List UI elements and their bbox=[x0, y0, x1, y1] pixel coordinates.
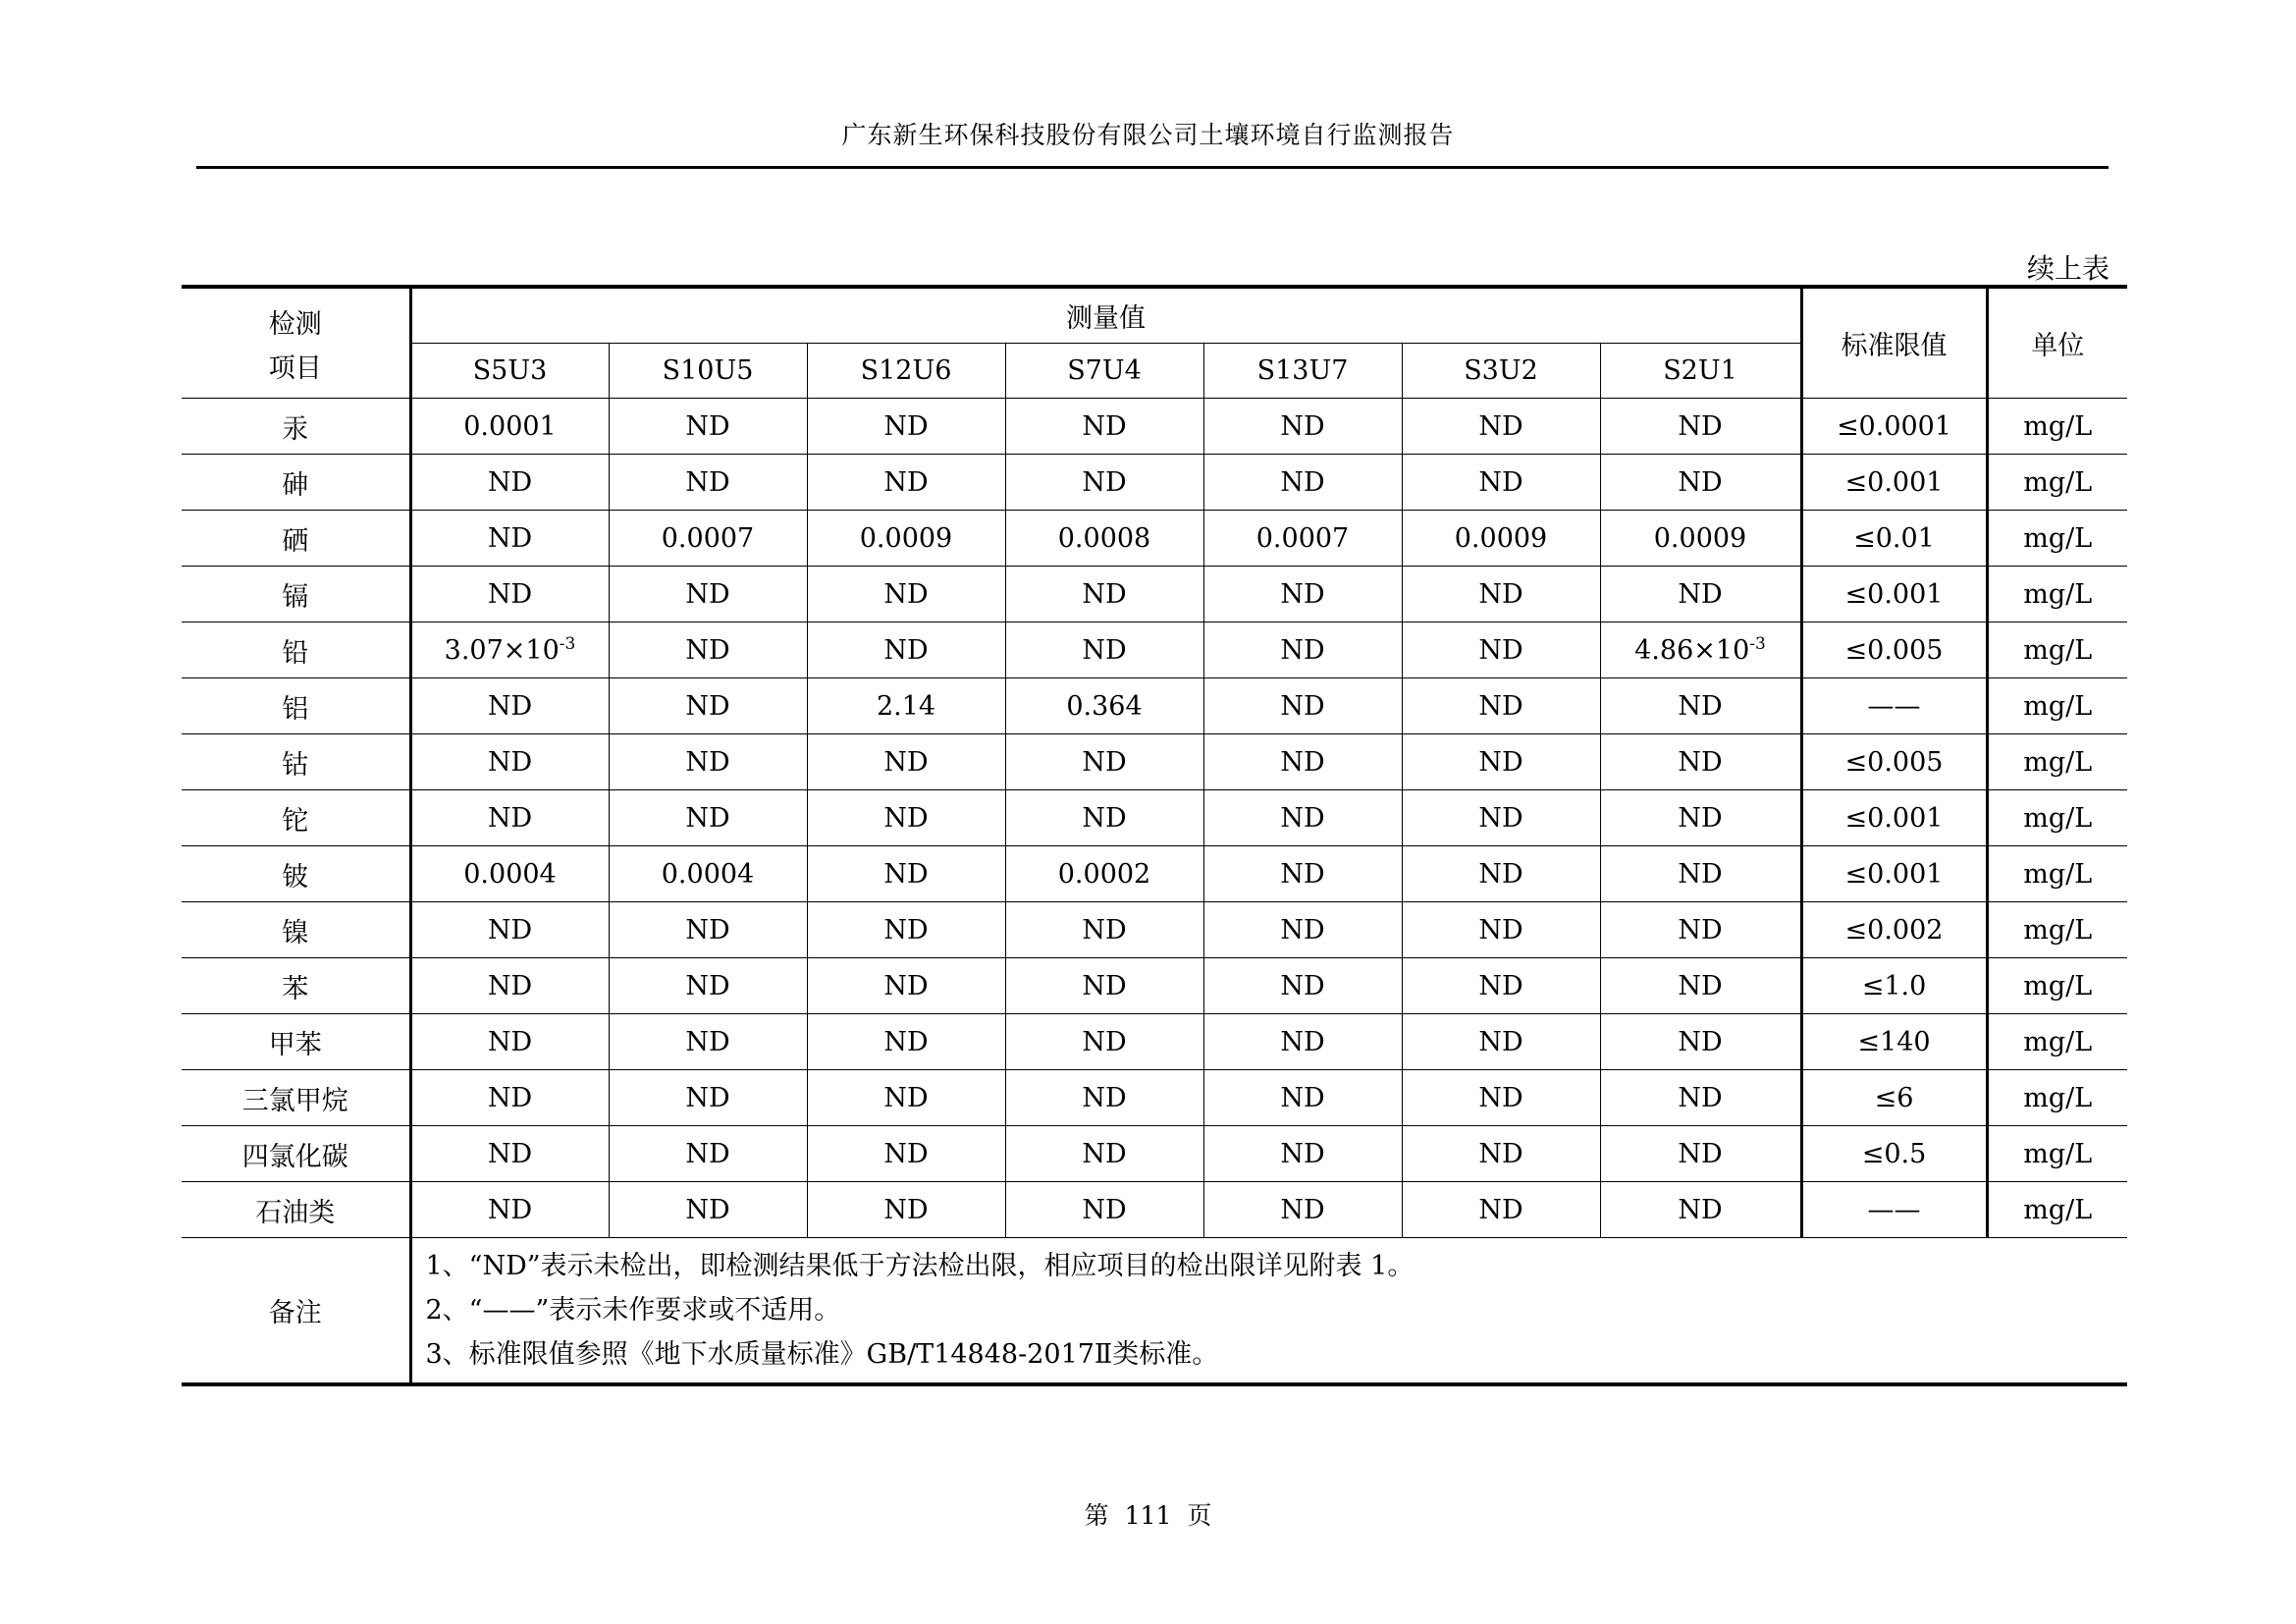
value-cell: ND bbox=[1203, 846, 1402, 902]
value-exponent: -3 bbox=[559, 633, 576, 654]
unit-cell: mg/L bbox=[1987, 1182, 2127, 1238]
value-cell: ND bbox=[1203, 1126, 1402, 1182]
value-cell: ND bbox=[807, 567, 1005, 623]
value-cell: ND bbox=[410, 511, 609, 567]
value-cell: ND bbox=[1402, 734, 1600, 790]
header-row-1 bbox=[182, 287, 2127, 344]
value-cell: ND bbox=[1402, 790, 1600, 846]
table-row bbox=[182, 1126, 2127, 1182]
table-row bbox=[182, 790, 2127, 846]
sample-header-s7u4: S7U4 bbox=[1005, 344, 1203, 399]
value-cell: ND bbox=[1203, 1014, 1402, 1070]
item-name-cell: 苯 bbox=[182, 958, 410, 1014]
value-cell: ND bbox=[410, 790, 609, 846]
table-row bbox=[182, 678, 2127, 734]
value-cell: ND bbox=[1600, 567, 1801, 623]
item-name-cell: 硒 bbox=[182, 511, 410, 567]
value-cell: ND bbox=[1600, 734, 1801, 790]
value-cell: ND bbox=[807, 902, 1005, 958]
notes-label: 备注 bbox=[182, 1238, 410, 1385]
value-cell: ND bbox=[1005, 399, 1203, 455]
value-cell: ND bbox=[807, 399, 1005, 455]
value-cell: ND bbox=[1600, 678, 1801, 734]
value-cell: ND bbox=[1005, 455, 1203, 511]
value-cell bbox=[410, 623, 609, 678]
value-cell: ND bbox=[609, 1070, 807, 1126]
value-cell: ND bbox=[807, 1182, 1005, 1238]
value-cell: ND bbox=[410, 567, 609, 623]
unit-cell: mg/L bbox=[1987, 1126, 2127, 1182]
notes-content bbox=[410, 1238, 2127, 1385]
report-header-title: 广东新生环保科技股份有限公司土壤环境自行监测报告 bbox=[841, 121, 1455, 149]
value-cell: ND bbox=[1005, 902, 1203, 958]
value-cell: ND bbox=[609, 399, 807, 455]
value-cell: ND bbox=[410, 734, 609, 790]
item-name-cell: 铊 bbox=[182, 790, 410, 846]
sample-header-s13u7: S13U7 bbox=[1203, 344, 1402, 399]
standard-limit-cell: ≤0.5 bbox=[1801, 1126, 1987, 1182]
measured-header: 测量值 bbox=[410, 287, 1801, 344]
value-cell: ND bbox=[1402, 399, 1600, 455]
sample-header-s2u1: S2U1 bbox=[1600, 344, 1801, 399]
value-cell: ND bbox=[410, 455, 609, 511]
continued-label: 续上表 bbox=[2026, 252, 2109, 285]
table-row bbox=[182, 1070, 2127, 1126]
unit-cell: mg/L bbox=[1987, 623, 2127, 678]
value-cell: ND bbox=[1005, 958, 1203, 1014]
table-row bbox=[182, 1182, 2127, 1238]
unit-cell: mg/L bbox=[1987, 846, 2127, 902]
monitoring-results-table bbox=[182, 285, 2127, 1386]
value-cell: 0.0009 bbox=[1402, 511, 1600, 567]
value-cell: 0.364 bbox=[1005, 678, 1203, 734]
item-name-cell: 汞 bbox=[182, 399, 410, 455]
value-cell: ND bbox=[807, 1070, 1005, 1126]
value-cell: ND bbox=[1203, 678, 1402, 734]
value-cell: ND bbox=[609, 455, 807, 511]
unit-cell: mg/L bbox=[1987, 1070, 2127, 1126]
table-row bbox=[182, 734, 2127, 790]
value-cell: ND bbox=[807, 623, 1005, 678]
standard-limit-cell: ≤0.0001 bbox=[1801, 399, 1987, 455]
value-cell: ND bbox=[807, 1014, 1005, 1070]
value-cell: ND bbox=[609, 734, 807, 790]
standard-header: 标准限值 bbox=[1801, 287, 1987, 399]
value-cell: ND bbox=[807, 734, 1005, 790]
value-cell: ND bbox=[1203, 902, 1402, 958]
table-row bbox=[182, 958, 2127, 1014]
standard-limit-cell: ≤1.0 bbox=[1801, 958, 1987, 1014]
value-cell: ND bbox=[1203, 399, 1402, 455]
value-cell: ND bbox=[1402, 1070, 1600, 1126]
value-cell: ND bbox=[1402, 958, 1600, 1014]
value-cell: ND bbox=[807, 958, 1005, 1014]
value-cell: ND bbox=[1402, 846, 1600, 902]
item-header bbox=[182, 287, 410, 399]
value-cell: ND bbox=[410, 678, 609, 734]
unit-cell: mg/L bbox=[1987, 455, 2127, 511]
standard-limit-cell: ≤0.005 bbox=[1801, 734, 1987, 790]
unit-header: 单位 bbox=[1987, 287, 2127, 399]
value-cell: ND bbox=[609, 678, 807, 734]
item-name-cell: 石油类 bbox=[182, 1182, 410, 1238]
value-cell: ND bbox=[1600, 1014, 1801, 1070]
notes-row bbox=[182, 1238, 2127, 1385]
value-cell: ND bbox=[1203, 1182, 1402, 1238]
footer-suffix: 页 bbox=[1187, 1501, 1212, 1530]
value-cell: ND bbox=[410, 958, 609, 1014]
value-cell: 2.14 bbox=[807, 678, 1005, 734]
value-cell: ND bbox=[1402, 1126, 1600, 1182]
value-cell: ND bbox=[1600, 455, 1801, 511]
value-cell: ND bbox=[1600, 1182, 1801, 1238]
value-cell: ND bbox=[1402, 567, 1600, 623]
value-cell: ND bbox=[1005, 1070, 1203, 1126]
value-cell: 0.0002 bbox=[1005, 846, 1203, 902]
unit-cell: mg/L bbox=[1987, 790, 2127, 846]
sample-header-s3u2: S3U2 bbox=[1402, 344, 1600, 399]
table-row bbox=[182, 567, 2127, 623]
value-cell: 0.0007 bbox=[609, 511, 807, 567]
item-name-cell: 铅 bbox=[182, 623, 410, 678]
unit-cell: mg/L bbox=[1987, 958, 2127, 1014]
value-cell: ND bbox=[609, 567, 807, 623]
value-cell: ND bbox=[1402, 1014, 1600, 1070]
sample-header-s12u6: S12U6 bbox=[807, 344, 1005, 399]
table-row bbox=[182, 1014, 2127, 1070]
value-cell bbox=[1600, 623, 1801, 678]
unit-cell: mg/L bbox=[1987, 734, 2127, 790]
value-cell: ND bbox=[1402, 1182, 1600, 1238]
standard-limit-cell: ≤0.001 bbox=[1801, 790, 1987, 846]
value-cell: ND bbox=[1005, 1126, 1203, 1182]
value-cell: ND bbox=[410, 1126, 609, 1182]
value-cell: 0.0009 bbox=[1600, 511, 1801, 567]
value-cell: ND bbox=[1203, 734, 1402, 790]
standard-limit-cell: —— bbox=[1801, 1182, 1987, 1238]
item-name-cell: 砷 bbox=[182, 455, 410, 511]
item-header-line1: 检测 bbox=[268, 308, 322, 340]
value-cell: 0.0008 bbox=[1005, 511, 1203, 567]
note-line: 2、“——”表示未作要求或不适用。 bbox=[425, 1295, 841, 1326]
unit-cell: mg/L bbox=[1987, 678, 2127, 734]
value-cell: ND bbox=[1005, 623, 1203, 678]
item-header-line2: 项目 bbox=[268, 352, 322, 384]
item-name-cell: 铝 bbox=[182, 678, 410, 734]
value-cell: 0.0001 bbox=[410, 399, 609, 455]
value-cell: 0.0007 bbox=[1203, 511, 1402, 567]
item-name-cell: 四氯化碳 bbox=[182, 1126, 410, 1182]
value-cell: ND bbox=[609, 1182, 807, 1238]
standard-limit-cell: —— bbox=[1801, 678, 1987, 734]
unit-cell: mg/L bbox=[1987, 399, 2127, 455]
value-cell: ND bbox=[1005, 734, 1203, 790]
standard-limit-cell: ≤6 bbox=[1801, 1070, 1987, 1126]
unit-cell: mg/L bbox=[1987, 902, 2127, 958]
value-cell: ND bbox=[1600, 958, 1801, 1014]
item-name-cell: 镉 bbox=[182, 567, 410, 623]
value-cell: ND bbox=[609, 790, 807, 846]
note-line: 3、标准限值参照《地下水质量标准》GB/T14848-2017Ⅱ类标准。 bbox=[425, 1339, 1219, 1370]
table-row bbox=[182, 455, 2127, 511]
sample-header-s5u3: S5U3 bbox=[410, 344, 609, 399]
value-cell: ND bbox=[609, 1014, 807, 1070]
note-line: 1、“ND”表示未检出，即检测结果低于方法检出限，相应项目的检出限详见附表 1。 bbox=[425, 1251, 1415, 1281]
item-name-cell: 钴 bbox=[182, 734, 410, 790]
standard-limit-cell: ≤0.001 bbox=[1801, 846, 1987, 902]
value-cell: ND bbox=[1005, 790, 1203, 846]
value-cell: ND bbox=[1402, 623, 1600, 678]
value-cell: ND bbox=[1402, 902, 1600, 958]
value-cell: ND bbox=[1600, 399, 1801, 455]
value-cell: ND bbox=[1203, 958, 1402, 1014]
table-row bbox=[182, 511, 2127, 567]
value-mantissa: 4.86×10 bbox=[1634, 634, 1750, 666]
unit-cell: mg/L bbox=[1987, 567, 2127, 623]
value-cell: ND bbox=[609, 902, 807, 958]
value-cell: ND bbox=[807, 455, 1005, 511]
table-row bbox=[182, 623, 2127, 678]
value-exponent: -3 bbox=[1749, 633, 1766, 654]
value-cell: ND bbox=[1600, 1126, 1801, 1182]
table-row bbox=[182, 902, 2127, 958]
item-name-cell: 甲苯 bbox=[182, 1014, 410, 1070]
value-cell: ND bbox=[609, 623, 807, 678]
standard-limit-cell: ≤0.001 bbox=[1801, 455, 1987, 511]
unit-cell: mg/L bbox=[1987, 1014, 2127, 1070]
value-cell: ND bbox=[410, 1182, 609, 1238]
value-cell: ND bbox=[1203, 790, 1402, 846]
value-cell: ND bbox=[1203, 623, 1402, 678]
value-cell: ND bbox=[1600, 790, 1801, 846]
value-cell: ND bbox=[1005, 1014, 1203, 1070]
value-cell: ND bbox=[410, 1014, 609, 1070]
value-cell: ND bbox=[1005, 567, 1203, 623]
standard-limit-cell: ≤0.005 bbox=[1801, 623, 1987, 678]
value-cell: ND bbox=[609, 958, 807, 1014]
value-cell: ND bbox=[1005, 1182, 1203, 1238]
value-cell: ND bbox=[807, 790, 1005, 846]
table-row bbox=[182, 846, 2127, 902]
value-cell: ND bbox=[1600, 846, 1801, 902]
value-cell: ND bbox=[410, 1070, 609, 1126]
standard-limit-cell: ≤0.002 bbox=[1801, 902, 1987, 958]
page-number: 111 bbox=[1124, 1501, 1172, 1530]
footer-prefix: 第 bbox=[1084, 1501, 1109, 1530]
item-name-cell: 镍 bbox=[182, 902, 410, 958]
value-cell: ND bbox=[807, 846, 1005, 902]
item-name-cell: 铍 bbox=[182, 846, 410, 902]
value-cell: ND bbox=[1600, 1070, 1801, 1126]
value-cell: ND bbox=[1402, 678, 1600, 734]
sample-header-s10u5: S10U5 bbox=[609, 344, 807, 399]
value-cell: 0.0004 bbox=[609, 846, 807, 902]
value-cell: ND bbox=[1402, 455, 1600, 511]
value-cell: ND bbox=[609, 1126, 807, 1182]
table-row bbox=[182, 399, 2127, 455]
value-cell: 0.0009 bbox=[807, 511, 1005, 567]
value-mantissa: 3.07×10 bbox=[444, 634, 560, 666]
value-cell: ND bbox=[807, 1126, 1005, 1182]
value-cell: ND bbox=[410, 902, 609, 958]
value-cell: 0.0004 bbox=[410, 846, 609, 902]
value-cell: ND bbox=[1203, 567, 1402, 623]
page-footer bbox=[0, 1496, 2296, 1532]
standard-limit-cell: ≤0.001 bbox=[1801, 567, 1987, 623]
value-cell: ND bbox=[1203, 1070, 1402, 1126]
header-rule bbox=[196, 166, 2109, 169]
value-cell: ND bbox=[1203, 455, 1402, 511]
unit-cell: mg/L bbox=[1987, 511, 2127, 567]
item-name-cell: 三氯甲烷 bbox=[182, 1070, 410, 1126]
value-cell: ND bbox=[1600, 902, 1801, 958]
standard-limit-cell: ≤140 bbox=[1801, 1014, 1987, 1070]
standard-limit-cell: ≤0.01 bbox=[1801, 511, 1987, 567]
